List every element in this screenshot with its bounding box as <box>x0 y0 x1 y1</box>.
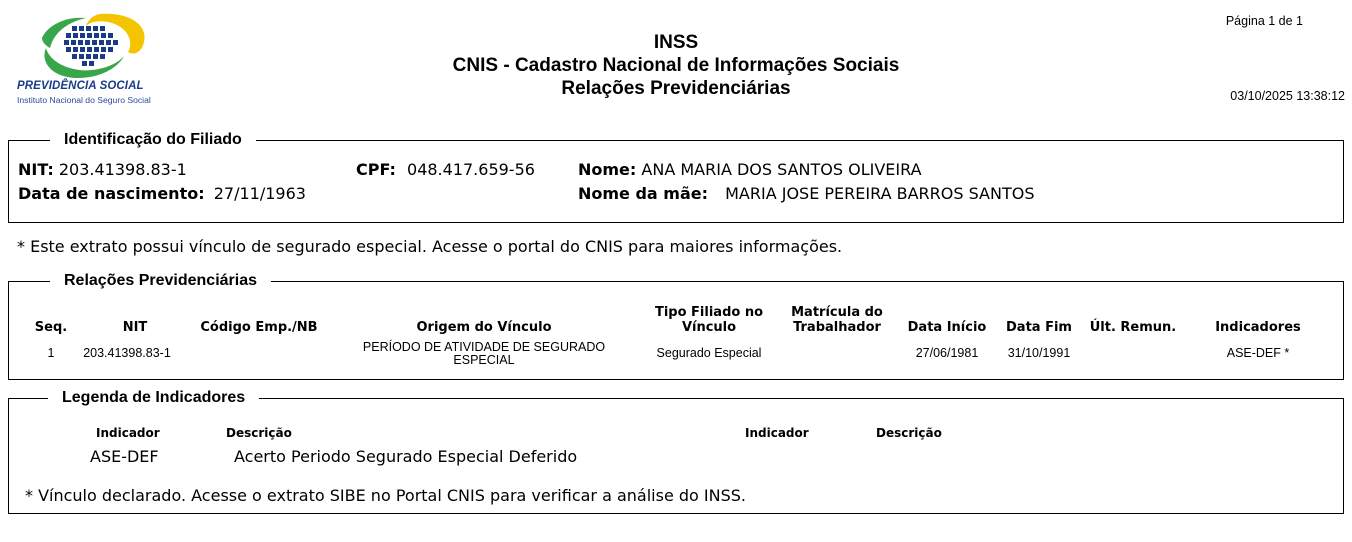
nit-value: 203.41398.83-1 <box>58 160 187 179</box>
header-line-1: INSS <box>653 32 699 53</box>
col-codigo: Código Emp./NB <box>200 320 318 335</box>
nascimento-value: 27/11/1963 <box>213 184 306 203</box>
legenda-col-indicador: Indicador <box>96 426 160 440</box>
logo-subtitle: Instituto Nacional do Seguro Social <box>17 95 151 105</box>
row-origem <box>339 341 629 367</box>
col-matricula-l1: Matrícula do <box>791 305 883 320</box>
row-data-inicio: 27/06/1981 <box>915 346 979 360</box>
col-matricula-l2: Trabalhador <box>793 320 881 335</box>
aviso-segurado-especial: * Este extrato possui vínculo de segurado especial. Acesse o portal do CNIS para maiores informações. <box>17 237 843 256</box>
col-data-fim: Data Fim <box>1006 320 1072 335</box>
col-origem: Origem do Vínculo <box>416 320 552 335</box>
row-nit: 203.41398.83-1 <box>83 346 171 360</box>
legenda-nota: * Vínculo declarado. Acesse o extrato SIBE no Portal CNIS para verificar a análise do INSS. <box>25 486 746 505</box>
logo-name: PREVIDÊNCIA SOCIAL <box>17 80 144 92</box>
col-tipo-filiado-l1: Tipo Filiado no <box>654 305 764 320</box>
identificacao-legend: Identificação do Filiado <box>50 131 256 149</box>
col-tipo-filiado <box>639 305 779 335</box>
col-ult-remun: Últ. Remun. <box>1089 320 1177 335</box>
col-data-inicio: Data Início <box>907 320 987 335</box>
legenda-item-descricao: Acerto Periodo Segurado Especial Deferido <box>234 447 578 466</box>
col-seq: Seq. <box>34 320 68 335</box>
row-indicadores: ASE-DEF * <box>1226 346 1290 360</box>
row-origem-l1: PERÍODO DE ATIVIDADE DE SEGURADO <box>362 340 606 354</box>
mae-field <box>578 184 1034 203</box>
cpf-label: CPF: <box>356 160 396 179</box>
col-indicadores: Indicadores <box>1215 320 1301 335</box>
legenda-col-indicador-2: Indicador <box>745 426 809 440</box>
col-nit: NIT <box>122 320 148 335</box>
col-matricula <box>781 305 893 335</box>
print-datetime: 03/10/2025 13:38:12 <box>1230 89 1345 103</box>
row-data-fim: 31/10/1991 <box>1007 346 1071 360</box>
identificacao-filiado-box <box>8 131 1344 223</box>
legenda-col-descricao-2: Descrição <box>876 426 942 440</box>
header-line-3: Relações Previdenciárias <box>561 78 791 99</box>
cpf-value: 048.417.659-56 <box>407 160 535 179</box>
relacoes-legend: Relações Previdenciárias <box>50 272 271 290</box>
nome-label: Nome: <box>578 160 637 179</box>
nit-label: NIT: <box>18 160 54 179</box>
row-origem-l2: ESPECIAL <box>453 353 515 367</box>
relacoes-previdenciarias-box <box>8 272 1344 380</box>
row-tipo: Segurado Especial <box>656 346 762 360</box>
page-indicator: Página 1 de 1 <box>1225 14 1303 28</box>
mae-value: MARIA JOSE PEREIRA BARROS SANTOS <box>725 184 1035 203</box>
nome-value: ANA MARIA DOS SANTOS OLIVEIRA <box>641 160 922 179</box>
legenda-col-descricao: Descrição <box>226 426 292 440</box>
nit-field <box>18 160 187 179</box>
row-seq: 1 <box>47 346 55 360</box>
col-tipo-filiado-l2: Vínculo <box>681 320 737 335</box>
header-line-2: CNIS - Cadastro Nacional de Informações Sociais <box>452 55 900 76</box>
legenda-legend: Legenda de Indicadores <box>48 389 259 407</box>
nascimento-label: Data de nascimento: <box>18 184 205 203</box>
cpf-field <box>356 160 535 179</box>
mae-label: Nome da mãe: <box>578 184 709 203</box>
nome-field <box>578 160 922 179</box>
nascimento-field <box>18 184 306 203</box>
legenda-item-indicador: ASE-DEF <box>90 447 159 466</box>
legenda-indicadores-box <box>8 389 1344 514</box>
